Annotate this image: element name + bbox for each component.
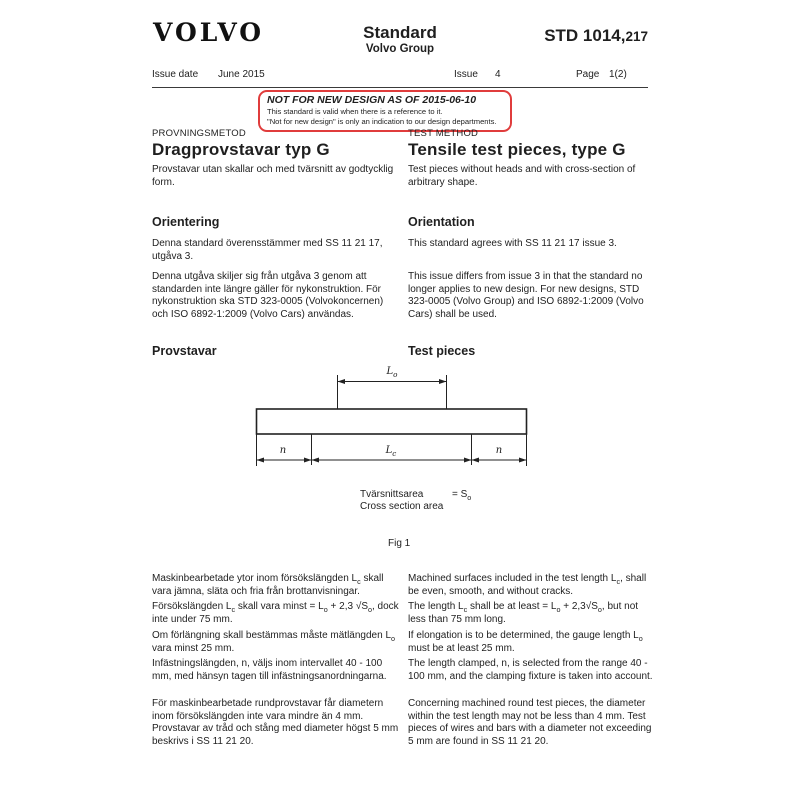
figure-caption: Fig 1: [388, 538, 411, 549]
test-length-label: $L_c$: [385, 445, 397, 458]
standard-number-main: STD 1014,: [544, 26, 626, 45]
volvo-logo: VOLVO: [153, 18, 265, 47]
notice-title: NOT FOR NEW DESIGN AS OF 2015-06-10: [267, 94, 477, 106]
kicker-en: TEST METHOD: [408, 128, 479, 139]
body-en-p3: If elongation is to be determined, the gauge length $L_o$ must be at least 25 mm.: [408, 630, 643, 654]
page-label: Page: [576, 69, 600, 80]
page-value: 1(2): [609, 69, 627, 80]
area-label-sv: Tvärsnittsarea: [360, 489, 424, 500]
pieces-heading-sv: Provstavar: [152, 344, 217, 358]
subtitle-sv: Provstavar utan skallar och med tvärsnitt av godtycklig form.: [152, 164, 394, 188]
body-sv-p5: För maskinbearbetade rundprovstavar får diametern inom försökslängden inte vara mindre än 4 mm. Provstavar av tråd och stång med diameter högst 5 mm beskrivs i SS 11 21 20.: [152, 698, 399, 748]
title-en: Tensile test pieces, type G: [408, 140, 626, 159]
title-sv: Dragprovstavar typ G: [152, 140, 330, 159]
orientation-p2-sv: Denna utgåva skiljer sig från utgåva 3 genom att standarden inte längre gäller för nykonstruktion. För nykonstruktion ska STD 323-0005 (Volvokoncernen) och ISO 6892-1:2009 (Volvo Cars) användas.: [152, 271, 384, 321]
test-piece-figure: [252, 366, 532, 472]
document-type: Standard: [363, 23, 437, 42]
notice-line-2: "Not for new design" is only an indication to our design departments.: [267, 116, 497, 126]
standard-number-suffix: 217: [625, 29, 648, 44]
issue-label: Issue: [454, 69, 478, 80]
orientation-heading-en: Orientation: [408, 215, 475, 229]
orientation-p1-en: This standard agrees with SS 11 21 17 issue 3.: [408, 238, 617, 249]
orientation-heading-sv: Orientering: [152, 215, 220, 229]
header-divider: [152, 87, 648, 88]
body-sv-p2: Försökslängden $L_c$ skall vara minst = $L_o + 2,3$ $√S_o$, dock inte under 75 mm.: [152, 601, 399, 625]
issue-date-label: Issue date: [152, 69, 199, 80]
subtitle-en: Test pieces without heads and with cross-section of arbitrary shape.: [408, 164, 636, 188]
kicker-sv: PROVNINGSMETOD: [152, 128, 246, 139]
clamp-length-label-right: n: [495, 445, 503, 456]
orientation-p1-sv: Denna standard överensstämmer med SS 11 21 17, utgåva 3.: [152, 238, 383, 262]
notice-line-1: This standard is valid when there is a reference to it.: [267, 107, 443, 117]
issue-value: 4: [495, 69, 501, 80]
standard-number: [544, 26, 648, 46]
orientation-p2-en: This issue differs from issue 3 in that the standard no longer applies to new design. For new designs, STD 323-0005 (Volvo Group) and ISO 6892-1:2009 (Volvo Cars) shall be used.: [408, 271, 644, 321]
clamp-length-label-left: n: [279, 445, 287, 456]
not-for-new-design-notice: [258, 90, 512, 132]
body-en-p5: Concerning machined round test pieces, the diameter within the test length may not be less than 4 mm. Test pieces of wires and bars with a diameter not exceeding 5 mm are found in SS 11 21 20.: [408, 698, 652, 748]
body-sv-p4: Infästningslängden, n, väljs inom intervallet 40 - 100 mm, med hänsyn tagen till infästningsanordningarna.: [152, 658, 387, 682]
body-en-p4: The length clamped, n, is selected from the range 40 - 100 mm, and the clamping fixture is taken into account.: [408, 658, 653, 682]
issue-date-value: June 2015: [218, 69, 265, 80]
area-value: = $S_o$: [452, 489, 472, 502]
body-en-p2: The length $L_c$ shall be at least = $L_o + 2,3√S_o$, but not less than 75 mm long.: [408, 601, 639, 625]
document-type-block: [320, 24, 480, 55]
organization: Volvo Group: [365, 42, 435, 55]
body-sv-p1: Maskinbearbetade ytor inom försökslängden $L_c$ skall vara jämna, släta och fria från brottanvisningar.: [152, 573, 384, 597]
gauge-length-label: $L_o$: [386, 366, 398, 379]
body-en-p1: Machined surfaces included in the test length $L_c$, shall be even, smooth, and without cracks.: [408, 573, 647, 597]
area-label-en: Cross section area: [360, 501, 444, 512]
body-sv-p3: Om förlängning skall bestämmas måste mätlängden $L_o$ vara minst 25 mm.: [152, 630, 396, 654]
pieces-heading-en: Test pieces: [408, 344, 476, 358]
